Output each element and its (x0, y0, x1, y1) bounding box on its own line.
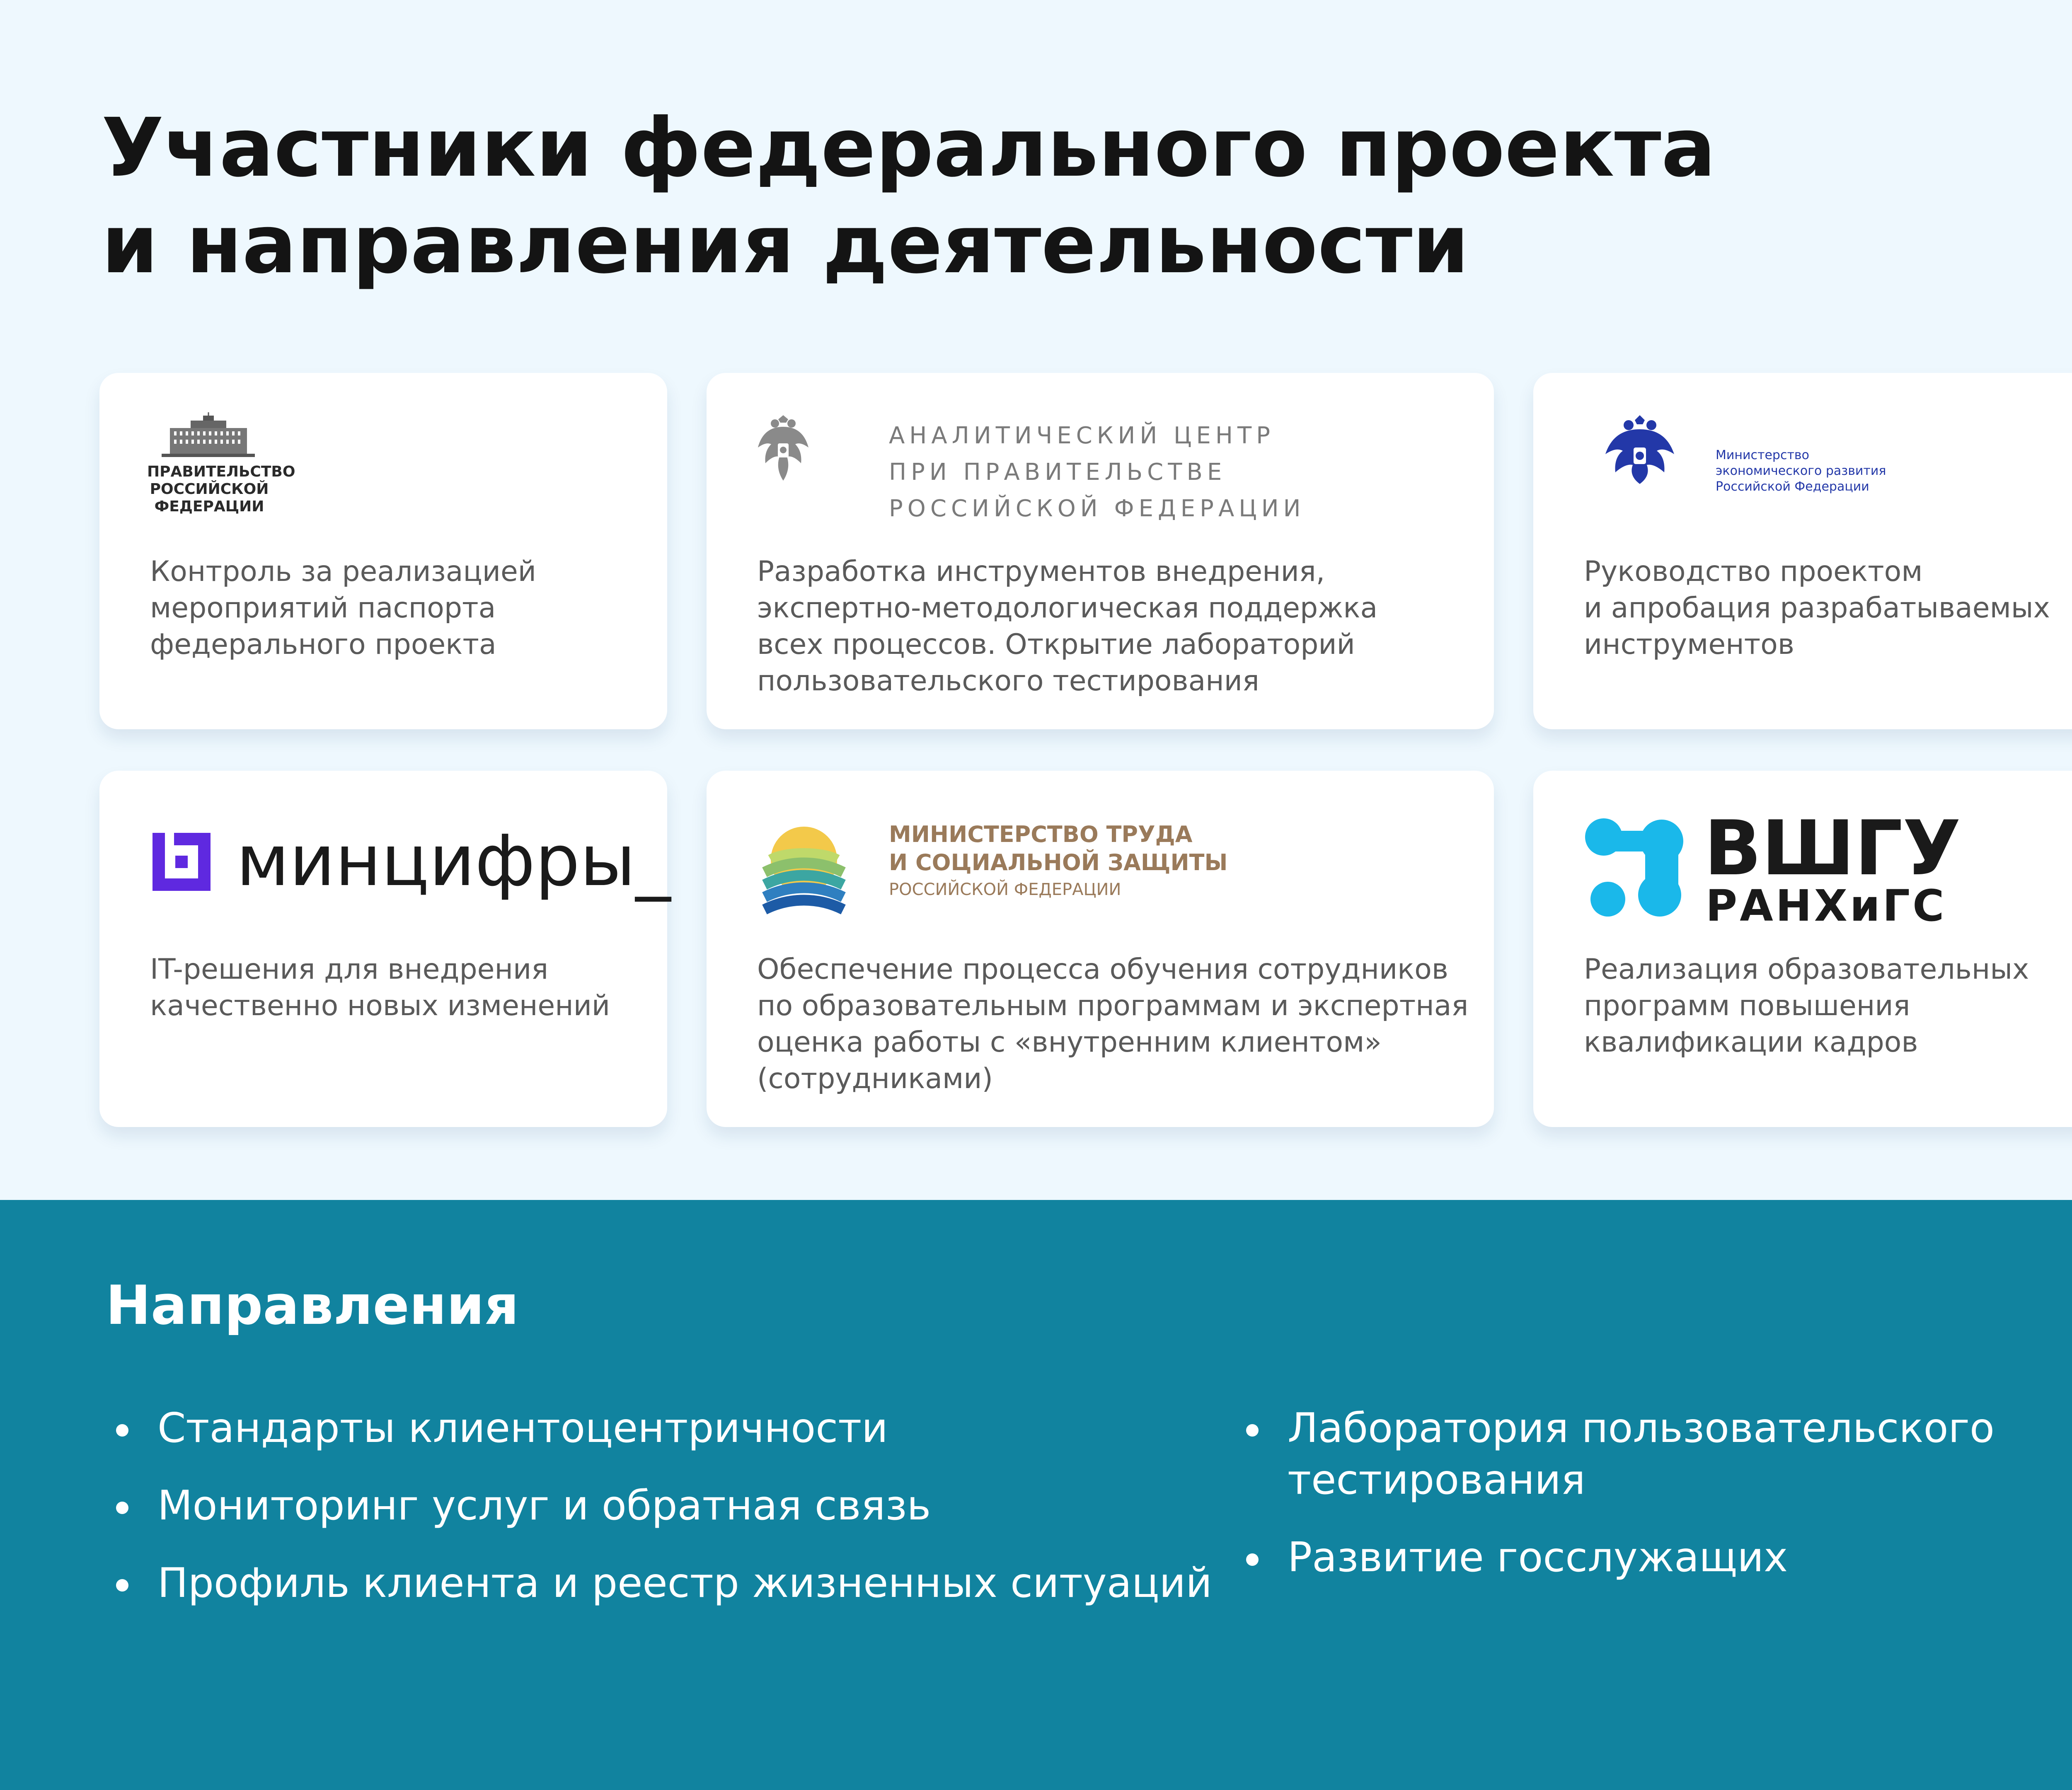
participant-description: Реализация образовательных программ повышения квалификации кадров (1584, 953, 2029, 1059)
participant-card-mintsifry (99, 771, 671, 1127)
participant-description: IT-решения для внедрения качественно новых изменений (150, 953, 610, 1022)
analytical-center-logo-text: АНАЛИТИЧЕСКИЙ ЦЕНТР ПРИ ПРАВИТЕЛЬСТВЕ РОССИЙСКОЙ ФЕДЕРАЦИИ (889, 422, 1305, 522)
page-title-line-2: и направления деятельности (102, 197, 1469, 291)
list-item: Развитие госслужащих (1236, 1532, 2072, 1584)
directions-list-right (1236, 1403, 2072, 1584)
blue-eagle-icon (1583, 414, 1697, 485)
page-title-line-1: Участники федерального проекта (102, 101, 1716, 195)
participant-card-labour-ministry (707, 771, 1494, 1127)
participant-card-economy-ministry (1533, 373, 2072, 729)
government-logo-text: ПРАВИТЕЛЬСТВО РОССИЙСКОЙ ФЕДЕРАЦИИ (147, 463, 295, 515)
participant-description: Контроль за реализацией мероприятий паспорта федерального проекта (150, 555, 536, 661)
economy-ministry-logo-text: Министерство экономического развития Российской Федерации (1716, 448, 1886, 494)
directions-heading: Направления (106, 1274, 519, 1337)
government-building-icon (162, 412, 255, 458)
page-title (102, 99, 1716, 293)
double-headed-eagle-icon (756, 414, 810, 485)
vshgu-dots-icon (1583, 816, 1687, 920)
participant-card-analytical-center (707, 373, 1494, 729)
list-item: Стандарты клиентоцентричности (106, 1403, 1225, 1454)
labour-ministry-logo-subtext: РОССИЙСКОЙ ФЕДЕРАЦИИ (889, 880, 1121, 899)
vshgu-logo-text: ВШГУ (1704, 804, 1961, 892)
list-item: Профиль клиента и реестр жизненных ситуаций (106, 1558, 1225, 1609)
list-item: Лаборатория пользовательского тестирования (1236, 1403, 2072, 1506)
participant-description: Руководство проектом и апробация разрабатываемых инструментов (1584, 555, 2050, 661)
sun-waves-icon (756, 814, 852, 918)
participant-description: Обеспечение процесса обучения сотрудников по образовательным программам и экспертная оценка работы с «внутренним клиентом» (сотрудниками) (757, 953, 1469, 1095)
mintsifry-logo-text: минцифры_ (236, 820, 671, 902)
mintsifry-square-icon (152, 833, 211, 891)
directions-list-left (106, 1403, 1225, 1609)
labour-ministry-logo-text: МИНИСТЕРСТВО ТРУДА И СОЦИАЛЬНОЙ ЗАЩИТЫ (889, 821, 1228, 876)
vshgu-logo-subtext: РАНХиГС (1706, 880, 1947, 931)
participant-card-vshgu (1533, 771, 2072, 1127)
participant-description: Разработка инструментов внедрения, экспертно-методологическая поддержка всех процессов. Открытие лабораторий пользовательского тестирования (757, 555, 1378, 697)
list-item: Мониторинг услуг и обратная связь (106, 1480, 1225, 1532)
participant-card-government (99, 373, 667, 729)
